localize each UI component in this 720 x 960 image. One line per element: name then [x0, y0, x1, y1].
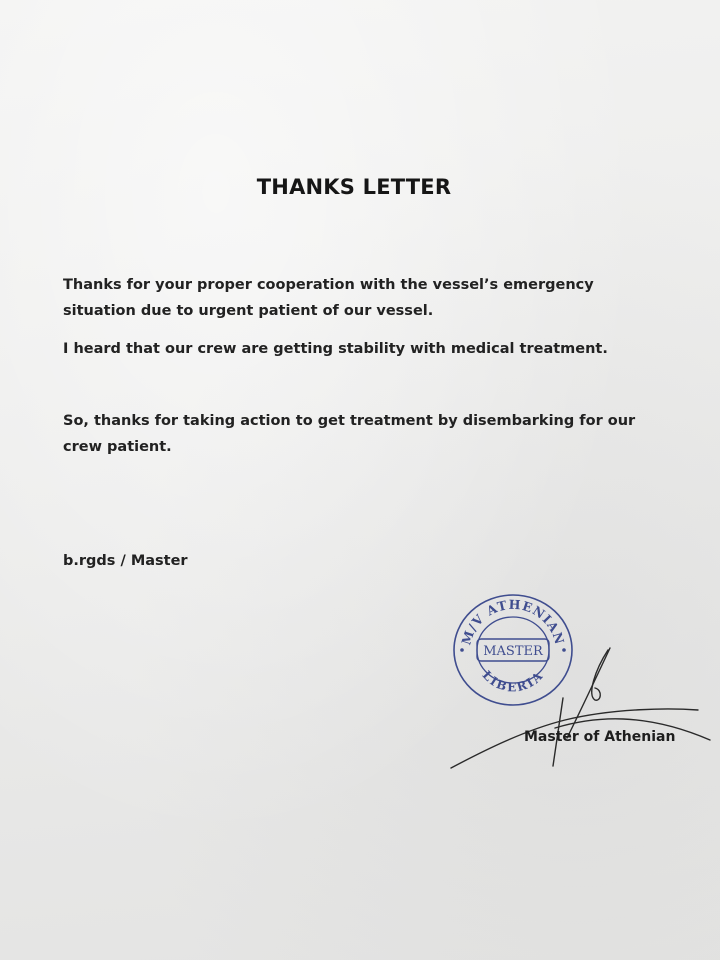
- stamp-top-text: M/V ATHENIAN: [458, 596, 568, 647]
- handwritten-signature: [445, 640, 720, 780]
- stamp-center-text: MASTER: [483, 644, 543, 659]
- paragraph-thanks: So, thanks for taking action to get treatment by disembarking for our crew patient.: [63, 413, 636, 455]
- closing-regards: b.rgds / Master: [63, 553, 188, 569]
- paragraph-stability: I heard that our crew are getting stability with medical treatment.: [63, 341, 608, 357]
- stamp-bottom-text: LIBERIA: [479, 667, 547, 695]
- letter-title: THANKS LETTER: [256, 175, 452, 199]
- paragraph-cooperation: Thanks for your proper cooperation with the vessel’s emergency situation due to urgent patient of our vessel.: [63, 277, 594, 319]
- signer-name: Master of Athenian: [524, 729, 676, 745]
